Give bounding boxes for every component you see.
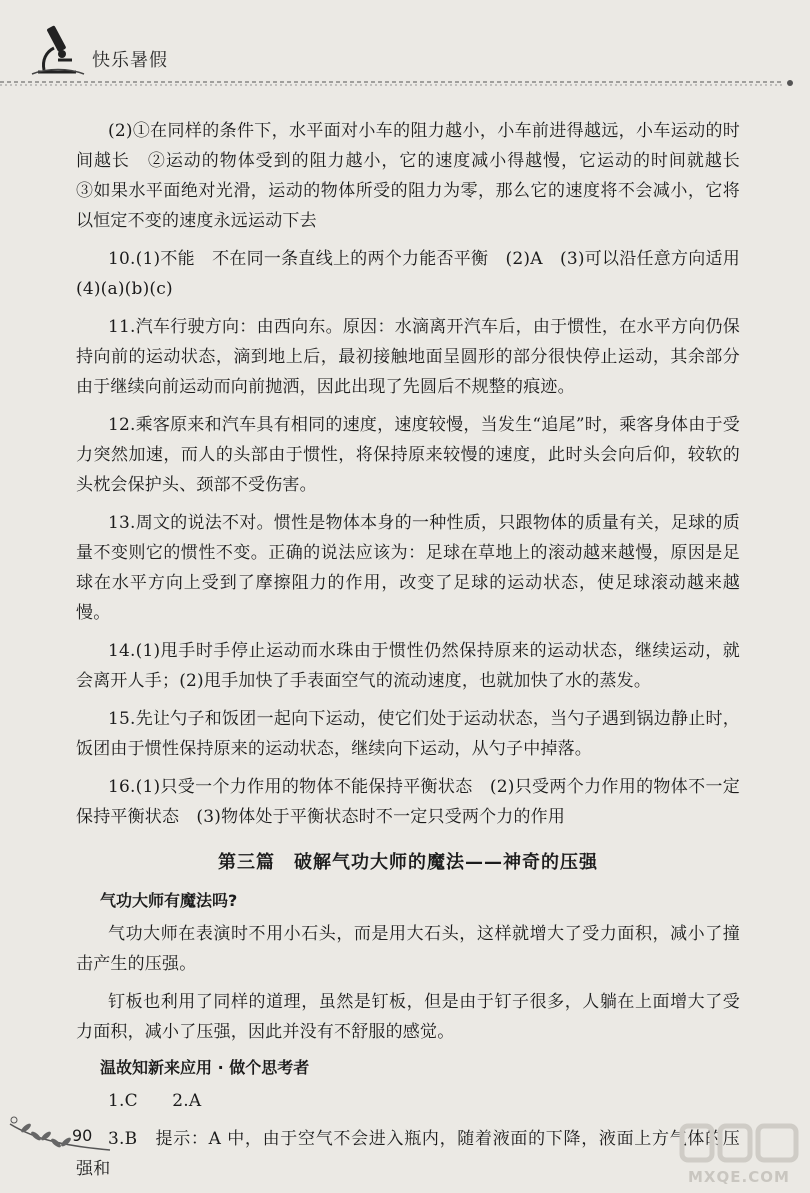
section-paragraph: 气功大师在表演时不用小石头，而是用大石头，这样就增大了受力面积，减小了撞击产生的压强。	[76, 924, 740, 974]
microscope-icon	[28, 20, 86, 76]
answer-paragraph: 16.(1)只受一个力作用的物体不能保持平衡状态 (2)只受两个力作用的物体不一定保持平衡状态 (3)物体处于平衡状态时不一定只受两个力的作用	[76, 777, 740, 827]
header-divider	[0, 80, 800, 86]
answer-paragraph: 14.(1)甩手时手停止运动而水珠由于惯性仍然保持原来的运动状态，继续运动，就会离开人手；(2)甩手加快了手表面空气的流动速度，也就加快了水的蒸发。	[76, 641, 740, 691]
section-heading: 气功大师有魔法吗?	[100, 891, 238, 910]
answer-paragraph: 10.(1)不能 不在同一条直线上的两个力能否平衡 (2)A (3)可以沿任意方向适用 (4)(a)(b)(c)	[76, 249, 758, 299]
answer-paragraph: 15.先让勺子和饭团一起向下运动，使它们处于运动状态，当勺子遇到锅边静止时，饭团由于惯性保持原来的运动状态，继续向下运动，从勺子中掉落。	[76, 709, 740, 759]
section-heading: 温故知新来应用 · 做个思考者	[100, 1058, 310, 1077]
watermark-text: MXQE.COM	[688, 1168, 790, 1186]
page-header	[0, 0, 810, 96]
page-content	[76, 116, 758, 1192]
page-number: 90	[72, 1126, 93, 1145]
section-paragraph: 钉板也利用了同样的道理，虽然是钉板，但是由于钉子很多，人躺在上面增大了受力面积，减小了压强，因此并没有不舒服的感觉。	[76, 992, 740, 1042]
header-title: 快乐暑假	[92, 50, 168, 71]
answer-line: 1.C 2.A	[108, 1091, 202, 1111]
leaf-vine-icon	[6, 1110, 116, 1160]
answer-line: 3.B 提示：A 中，由于空气不会进入瓶内，随着液面的下降，液面上方气体的压强和	[76, 1129, 740, 1179]
chapter-title: 第三篇 破解气功大师的魔法——神奇的压强	[218, 852, 598, 873]
answer-paragraph: 11.汽车行驶方向：由西向东。原因：水滴离开汽车后，由于惯性，在水平方向仍保持向前的运动状态，滴到地上后，最初接触地面呈圆形的部分很快停止运动，其余部分由于继续向前运动而向前抛洒，因此出现了先圆后不规整的痕迹。	[76, 317, 740, 397]
answer-paragraph: 13.周文的说法不对。惯性是物体本身的一种性质，只跟物体的质量有关，足球的质量不变则它的惯性不变。正确的说法应该为：足球在草地上的滚动越来越慢，原因是足球在水平方向上受到了摩擦阻力的作用，改变了足球的运动状态，使足球滚动越来越慢。	[76, 513, 740, 623]
answer-paragraph: (2)①在同样的条件下，水平面对小车的阻力越小，小车前进得越远，小车运动的时间越长 ②运动的物体受到的阻力越小，它的速度减小得越慢，它运动的时间就越长 ③如果水平面绝对光滑，运动的物体所受的阻力为零，那么它的速度将不会减小，它将以恒定不变的速度永远运动下去	[76, 121, 758, 231]
answer-paragraph: 12.乘客原来和汽车具有相同的速度，速度较慢，当发生“追尾”时，乘客身体由于受力突然加速，而人的头部由于惯性，将保持原来较慢的速度，此时头会向后仰，较软的头枕会保护头、颈部不受伤害。	[76, 415, 740, 495]
